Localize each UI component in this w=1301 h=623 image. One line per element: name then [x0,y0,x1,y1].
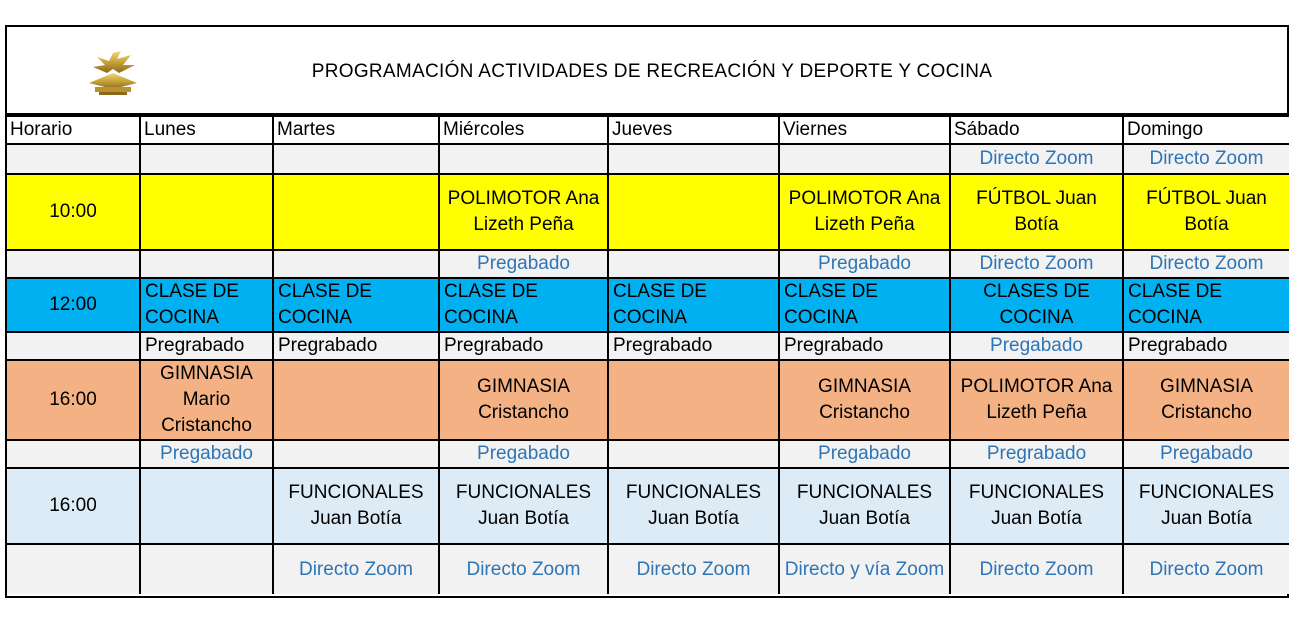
table-cell [273,174,439,250]
table-cell [779,144,950,174]
table-row [7,332,1289,360]
schedule-table [7,115,1289,594]
table-row [7,544,1289,594]
table-cell: Directo Zoom [950,544,1123,594]
header-martes: Martes [273,116,439,144]
table-cell: FUNCIONALES Juan Botía [439,468,608,544]
table-row [7,174,1289,250]
table-cell: Directo Zoom [950,144,1123,174]
time-cell: 16:00 [7,468,140,544]
table-cell: POLIMOTOR Ana Lizeth Peña [439,174,608,250]
table-cell: Pregrabado [1123,332,1289,360]
table-cell [439,144,608,174]
table-cell: Directo Zoom [1123,144,1289,174]
table-cell [608,174,779,250]
table-cell: CLASES DE COCINA [950,278,1123,332]
table-row [7,144,1289,174]
table-cell: Pregrabado [779,332,950,360]
table-cell [608,440,779,468]
table-cell: FUNCIONALES Juan Botía [950,468,1123,544]
table-cell: Pregabado [439,440,608,468]
table-cell: GIMNASIA Cristancho [1123,360,1289,440]
table-cell: GIMNASIA Mario Cristancho [140,360,273,440]
table-cell: Pregrabado [140,332,273,360]
header-domingo: Domingo [1123,116,1289,144]
table-cell: Pregabado [950,332,1123,360]
table-cell: Pregrabado [608,332,779,360]
header-miercoles: Miércoles [439,116,608,144]
header-lunes: Lunes [140,116,273,144]
table-cell [608,250,779,278]
table-row [7,278,1289,332]
table-cell [608,144,779,174]
table-cell: POLIMOTOR Ana Lizeth Peña [779,174,950,250]
table-cell: GIMNASIA Cristancho [779,360,950,440]
header-jueves: Jueves [608,116,779,144]
table-cell: Directo Zoom [1123,544,1289,594]
table-cell: FÚTBOL Juan Botía [1123,174,1289,250]
header-horario: Horario [7,116,140,144]
table-cell: Directo Zoom [439,544,608,594]
table-cell: CLASE DE COCINA [439,278,608,332]
table-cell: Pregabado [439,250,608,278]
table-cell: Directo Zoom [608,544,779,594]
schedule-sheet [5,25,1289,598]
header-viernes: Viernes [779,116,950,144]
table-cell: CLASE DE COCINA [779,278,950,332]
header-row [7,116,1289,144]
table-cell: Pregrabado [950,440,1123,468]
table-row [7,250,1289,278]
time-cell: 16:00 [7,360,140,440]
table-cell: Directo Zoom [950,250,1123,278]
table-cell [140,174,273,250]
table-cell [273,360,439,440]
table-cell: POLIMOTOR Ana Lizeth Peña [950,360,1123,440]
table-cell [7,332,140,360]
table-cell: Directo Zoom [273,544,439,594]
table-cell [7,440,140,468]
table-cell [140,468,273,544]
table-cell: CLASE DE COCINA [608,278,779,332]
table-row [7,440,1289,468]
table-cell [273,250,439,278]
table-cell: FUNCIONALES Juan Botía [779,468,950,544]
header-sabado: Sábado [950,116,1123,144]
page-title: PROGRAMACIÓN ACTIVIDADES DE RECREACIÓN Y DEPORTE Y COCINA [311,61,993,82]
table-row [7,468,1289,544]
table-cell [7,250,140,278]
table-cell: Pregrabado [439,332,608,360]
table-cell [273,144,439,174]
table-cell: Pregabado [779,440,950,468]
table-cell [140,250,273,278]
table-cell: FUNCIONALES Juan Botía [608,468,779,544]
table-cell: Pregabado [140,440,273,468]
time-cell: 10:00 [7,174,140,250]
table-cell: Pregrabado [273,332,439,360]
table-cell: FUNCIONALES Juan Botía [1123,468,1289,544]
table-cell: CLASE DE COCINA [273,278,439,332]
time-cell: 12:00 [7,278,140,332]
table-cell [140,144,273,174]
table-cell: Pregabado [1123,440,1289,468]
table-cell: Directo y vía Zoom [779,544,950,594]
table-cell: CLASE DE COCINA [140,278,273,332]
table-cell [608,360,779,440]
table-cell: FUNCIONALES Juan Botía [273,468,439,544]
table-cell: Directo Zoom [1123,250,1289,278]
title-box [7,27,1287,115]
table-cell [7,544,140,594]
table-cell [140,544,273,594]
table-cell [273,440,439,468]
table-cell: Pregabado [779,250,950,278]
table-cell: GIMNASIA Cristancho [439,360,608,440]
table-row [7,360,1289,440]
table-cell: CLASE DE COCINA [1123,278,1289,332]
table-cell [7,144,140,174]
table-cell: FÚTBOL Juan Botía [950,174,1123,250]
